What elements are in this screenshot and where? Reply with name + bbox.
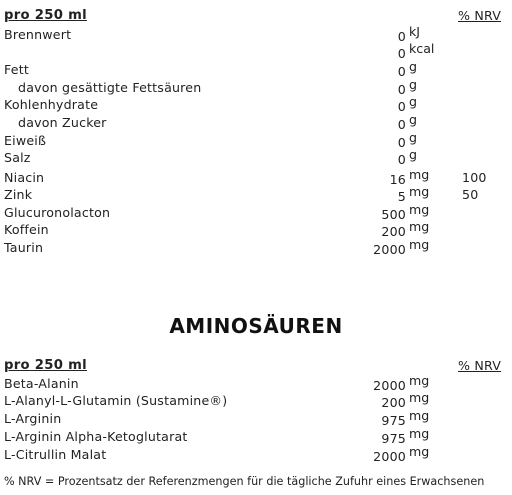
nutrient-value: 0 [397, 29, 406, 44]
nutrient-value: 500 [381, 207, 406, 222]
amino-unit: mg [409, 373, 430, 388]
nutrient-label: Taurin [4, 240, 44, 255]
amino-label: L-Citrullin Malat [4, 447, 107, 462]
nutrient-unit: kJ [409, 24, 421, 39]
nutrient-unit: mg [409, 202, 430, 217]
nutrient-label: davon Zucker [18, 115, 107, 130]
amino-unit: mg [409, 426, 430, 441]
amino-label: L-Arginin Alpha-Ketoglutarat [4, 429, 188, 444]
table1-header: pro 250 ml [4, 8, 87, 23]
nutrient-unit: mg [409, 219, 430, 234]
nutrient-unit: mg [409, 237, 430, 252]
nutrient-nrv: 100 [462, 170, 487, 185]
amino-unit: mg [409, 390, 430, 405]
footnote: % NRV = Prozentsatz der Referenzmengen für die tägliche Zufuhr eines Erwachsenen [4, 475, 485, 488]
amino-value: 2000 [373, 378, 406, 393]
table2-nrv-header: % NRV [458, 358, 502, 373]
table2-header: pro 250 ml [4, 358, 87, 373]
nutrient-unit: kcal [409, 41, 435, 56]
amino-unit: mg [409, 408, 430, 423]
section-title: AMINOSÄUREN [169, 314, 343, 338]
nutrient-value: 0 [397, 46, 406, 61]
nutrient-label: Salz [4, 150, 31, 165]
nutrient-unit: g [409, 77, 417, 92]
nutrient-label: Zink [4, 187, 33, 202]
amino-label: L-Arginin [4, 411, 62, 426]
nutrient-unit: g [409, 59, 417, 74]
nutrient-value: 200 [381, 224, 406, 239]
nutrient-unit: g [409, 112, 417, 127]
nutrient-unit: g [409, 94, 417, 109]
amino-label: L-Alanyl-L-Glutamin (Sustamine®) [4, 393, 228, 408]
nutrient-value: 0 [397, 152, 406, 167]
nutrient-value: 5 [397, 189, 406, 204]
amino-value: 975 [381, 413, 406, 428]
nutrient-label: Glucuronolacton [4, 205, 111, 220]
nutrient-value: 0 [397, 64, 406, 79]
amino-unit: mg [409, 444, 430, 459]
nutrient-value: 0 [397, 99, 406, 114]
nutrient-label: Eiweiß [4, 133, 47, 148]
nutrient-value: 16 [389, 172, 406, 187]
nutrient-unit: g [409, 130, 417, 145]
nutrient-unit: mg [409, 167, 430, 182]
nutrient-label: Koffein [4, 222, 49, 237]
nutrient-label: Kohlenhydrate [4, 97, 99, 112]
nutrient-label: Fett [4, 62, 29, 77]
nutrient-label: Brennwert [4, 27, 72, 42]
amino-label: Beta-Alanin [4, 376, 79, 391]
amino-value: 975 [381, 431, 406, 446]
nutrient-value: 0 [397, 135, 406, 150]
amino-value: 200 [381, 395, 406, 410]
table1-nrv-header: % NRV [458, 8, 502, 23]
amino-value: 2000 [373, 449, 406, 464]
nutrient-unit: mg [409, 184, 430, 199]
nutrient-value: 0 [397, 82, 406, 97]
nutrient-label: davon gesättigte Fettsäuren [18, 80, 202, 95]
nutrient-value: 2000 [373, 242, 406, 257]
nutrient-value: 0 [397, 117, 406, 132]
nutrient-nrv: 50 [462, 187, 479, 202]
nutrient-label: Niacin [4, 170, 45, 185]
nutrient-unit: g [409, 147, 417, 162]
